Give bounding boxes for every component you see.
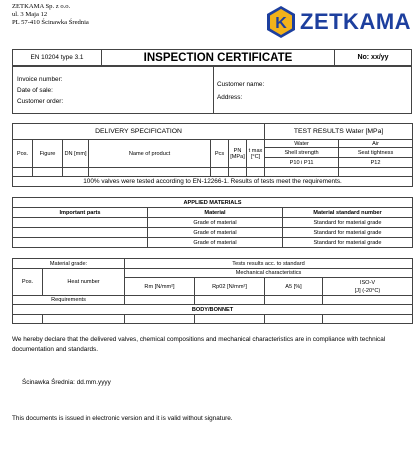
material-grade-cell: Grade of material: [148, 228, 283, 238]
col-pcs: Pcs: [211, 140, 229, 168]
col-material: Material: [148, 208, 283, 218]
air-seat-tightness: Seat tightness: [339, 148, 413, 158]
materials-table: [12, 197, 413, 248]
applied-materials-heading: APPLIED MATERIALS: [13, 198, 413, 208]
info-divider: [213, 67, 214, 113]
logo-letter: K: [275, 15, 287, 32]
material-standard-cell: Standard for material grade: [283, 238, 413, 248]
col-pn: PN [MPa]: [229, 140, 247, 168]
col-important-parts: Important parts: [13, 208, 148, 218]
customer-info-box: [12, 66, 412, 114]
material-grade-cell: Grade of material: [148, 238, 283, 248]
logo-wordmark: ZETKAMA: [300, 9, 412, 34]
col-water: Water: [265, 140, 339, 148]
certificate-title: INSPECTION CERTIFICATE: [102, 50, 335, 66]
company-city: PL 57-410 Ścinawka Średnia: [12, 19, 89, 27]
table-row: [13, 238, 413, 248]
test-results-heading: TEST RESULTS Water [MPa]: [265, 124, 413, 140]
certificate-header: [12, 49, 412, 66]
certificate-number: No: xx/yy: [335, 50, 412, 66]
col-material-standard: Material standard number: [283, 208, 413, 218]
logo-hexagon-icon: [266, 6, 296, 38]
company-address: [12, 3, 89, 28]
footer-note: This documents is issued in electronic version and it is valid without signature.: [12, 415, 233, 422]
place-date: Ścinawka Średnia: dd.mm.yyyy: [22, 379, 111, 386]
customer-name-label: Customer name:: [217, 81, 265, 88]
delivery-table: [12, 123, 413, 187]
tests-table: [12, 258, 413, 324]
table-row: [13, 218, 413, 228]
water-shell-strength: Shell strength: [265, 148, 339, 158]
company-street: ul. 3 Maja 12: [12, 11, 48, 19]
material-grade-cell: Grade of material: [148, 218, 283, 228]
col-tmax: t max [°C]: [247, 140, 265, 168]
table-row: [13, 228, 413, 238]
col-rm: Rm [N/mm²]: [125, 278, 195, 296]
zetkama-logo: [266, 6, 416, 38]
standard-label: EN 10204 type 3.1: [13, 50, 102, 66]
col-air: Air: [339, 140, 413, 148]
col-heat-number: Heat number: [43, 269, 125, 296]
address-label: Address:: [217, 94, 243, 101]
material-standard-cell: Standard for material grade: [283, 228, 413, 238]
date-of-sale-label: Date of sale:: [17, 87, 53, 94]
material-standard-cell: Standard for material grade: [283, 218, 413, 228]
customer-order-label: Customer order:: [17, 98, 64, 105]
company-name: ZETKAMA Sp. z o.o.: [12, 3, 71, 10]
material-grade-label: Material grade:: [13, 259, 125, 269]
delivery-spec-heading: DELIVERY SPECIFICATION: [13, 124, 265, 140]
tests-results-label: Tests results acc. to standard: [125, 259, 413, 269]
tested-note: 100% valves were tested according to EN-12266-1. Results of tests meet the requirements.: [13, 177, 413, 187]
iso-v-unit: [J] (-20°C): [354, 287, 381, 294]
iso-v-label: ISO-V: [359, 279, 376, 286]
col-pos: Pos.: [13, 140, 33, 168]
air-code: P12: [339, 158, 413, 168]
requirements-label: Requirements: [13, 296, 125, 305]
body-bonnet-heading: BODY/BONNET: [13, 305, 413, 315]
col-figure: Figure: [33, 140, 63, 168]
col-dn: DN [mm]: [63, 140, 89, 168]
col-product: Name of product: [89, 140, 211, 168]
invoice-number-label: Invoice number:: [17, 76, 63, 83]
water-code: P10 i P11: [265, 158, 339, 168]
col-rp02: Rp02 [N/mm²]: [195, 278, 265, 296]
col-iso-v: [323, 278, 413, 296]
mechanical-characteristics: Mechanical characteristics: [125, 269, 413, 278]
col-a5: A5 [%]: [265, 278, 323, 296]
col-tests-pos: Pos.: [13, 269, 43, 296]
declaration-text: We hereby declare that the delivered valves, chemical compositions and mechanical characteristics are in compliance with technical documentation and standards.: [12, 336, 386, 353]
